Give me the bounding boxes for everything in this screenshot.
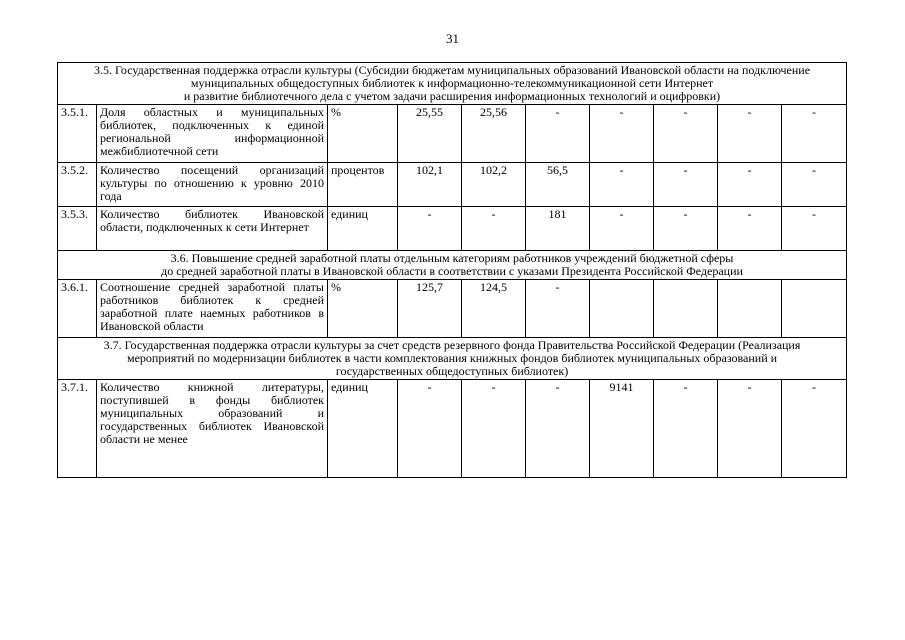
value-cell: - [398, 380, 462, 478]
indicator-name: Количество книжной литературы, поступившей в фонды библиотек муниципальных образований и государственных библиотек Ивановской области не менее [97, 380, 328, 478]
table-row [58, 280, 847, 338]
value-cell: - [462, 207, 526, 251]
section-heading-line: государственных общедоступных библиотек) [335, 364, 569, 378]
indicator-name: Количество посещений организаций культуры по отношению к уровню 2010 года [97, 163, 328, 207]
section-heading-line: 3.7. Государственная поддержка отрасли культуры за счет средств резервного фонда Правительства Российской Федерации (Реализация [103, 338, 801, 352]
value-cell: - [718, 163, 782, 207]
value-cell [782, 280, 847, 338]
section-heading-line: и развитие библиотечного дела с учетом задачи расширения информационных технологий и оцифровки) [183, 89, 721, 103]
value-cell: - [590, 207, 654, 251]
value-cell: - [782, 207, 847, 251]
value-cell: - [526, 380, 590, 478]
value-cell: - [718, 380, 782, 478]
indicator-unit: % [328, 280, 398, 338]
value-cell: 25,56 [462, 105, 526, 163]
value-cell: 181 [526, 207, 590, 251]
value-cell: - [782, 105, 847, 163]
section-heading [58, 338, 847, 380]
section-heading-row [58, 63, 847, 105]
section-heading-line: мероприятий по модернизации библиотек в части комплектования книжных фондов библиотек муниципальных образований и [127, 351, 778, 365]
value-cell: - [526, 105, 590, 163]
value-cell [590, 280, 654, 338]
row-number: 3.6.1. [58, 280, 97, 338]
value-cell: - [590, 105, 654, 163]
value-cell: 125,7 [398, 280, 462, 338]
value-cell: - [398, 207, 462, 251]
indicator-name: Доля областных и муниципальных библиотек, подключенных к единой региональной информационной межбиблиотечной сети [97, 105, 328, 163]
indicator-unit: процентов [328, 163, 398, 207]
section-heading-line: 3.5. Государственная поддержка отрасли культуры (Субсидии бюджетам муниципальных образований Ивановской области на подключение [94, 63, 811, 77]
section-heading-line: 3.6. Повышение средней заработной платы отдельным категориям работников учреждений бюджетной сферы [170, 251, 734, 265]
indicator-unit: единиц [328, 380, 398, 478]
row-number: 3.5.1. [58, 105, 97, 163]
value-cell: 102,2 [462, 163, 526, 207]
indicator-name: Количество библиотек Ивановской области, подключенных к сети Интернет [97, 207, 328, 251]
row-number: 3.7.1. [58, 380, 97, 478]
value-cell: 9141 [590, 380, 654, 478]
indicator-unit: % [328, 105, 398, 163]
value-cell: 56,5 [526, 163, 590, 207]
value-cell [654, 280, 718, 338]
value-cell: - [654, 105, 718, 163]
section-heading-line: до средней заработной платы в Ивановской области в соответствии с указами Президента Российской Федерации [161, 264, 743, 278]
value-cell: - [462, 380, 526, 478]
indicator-name: Соотношение средней заработной платы работников библиотек к средней заработной плате наемных работников в Ивановской области [97, 280, 328, 338]
table-row [58, 163, 847, 207]
value-cell: 124,5 [462, 280, 526, 338]
value-cell: - [654, 207, 718, 251]
page-number: 31 [446, 31, 459, 46]
section-heading-row [58, 251, 847, 280]
value-cell: 102,1 [398, 163, 462, 207]
section-heading [58, 63, 847, 105]
value-cell: - [782, 380, 847, 478]
row-number: 3.5.2. [58, 163, 97, 207]
value-cell: - [590, 163, 654, 207]
section-heading-line: муниципальных общедоступных библиотек к информационно-телекоммуникационной сети Интернет [190, 76, 714, 90]
value-cell: - [782, 163, 847, 207]
table-row [58, 105, 847, 163]
section-heading-row [58, 338, 847, 380]
value-cell: - [654, 380, 718, 478]
indicators-table [57, 62, 847, 478]
value-cell: - [654, 163, 718, 207]
table-row [58, 207, 847, 251]
indicator-unit: единиц [328, 207, 398, 251]
row-number: 3.5.3. [58, 207, 97, 251]
value-cell [718, 280, 782, 338]
section-heading [58, 251, 847, 280]
value-cell: - [718, 105, 782, 163]
value-cell: - [526, 280, 590, 338]
table-row [58, 380, 847, 478]
value-cell: - [718, 207, 782, 251]
value-cell: 25,55 [398, 105, 462, 163]
